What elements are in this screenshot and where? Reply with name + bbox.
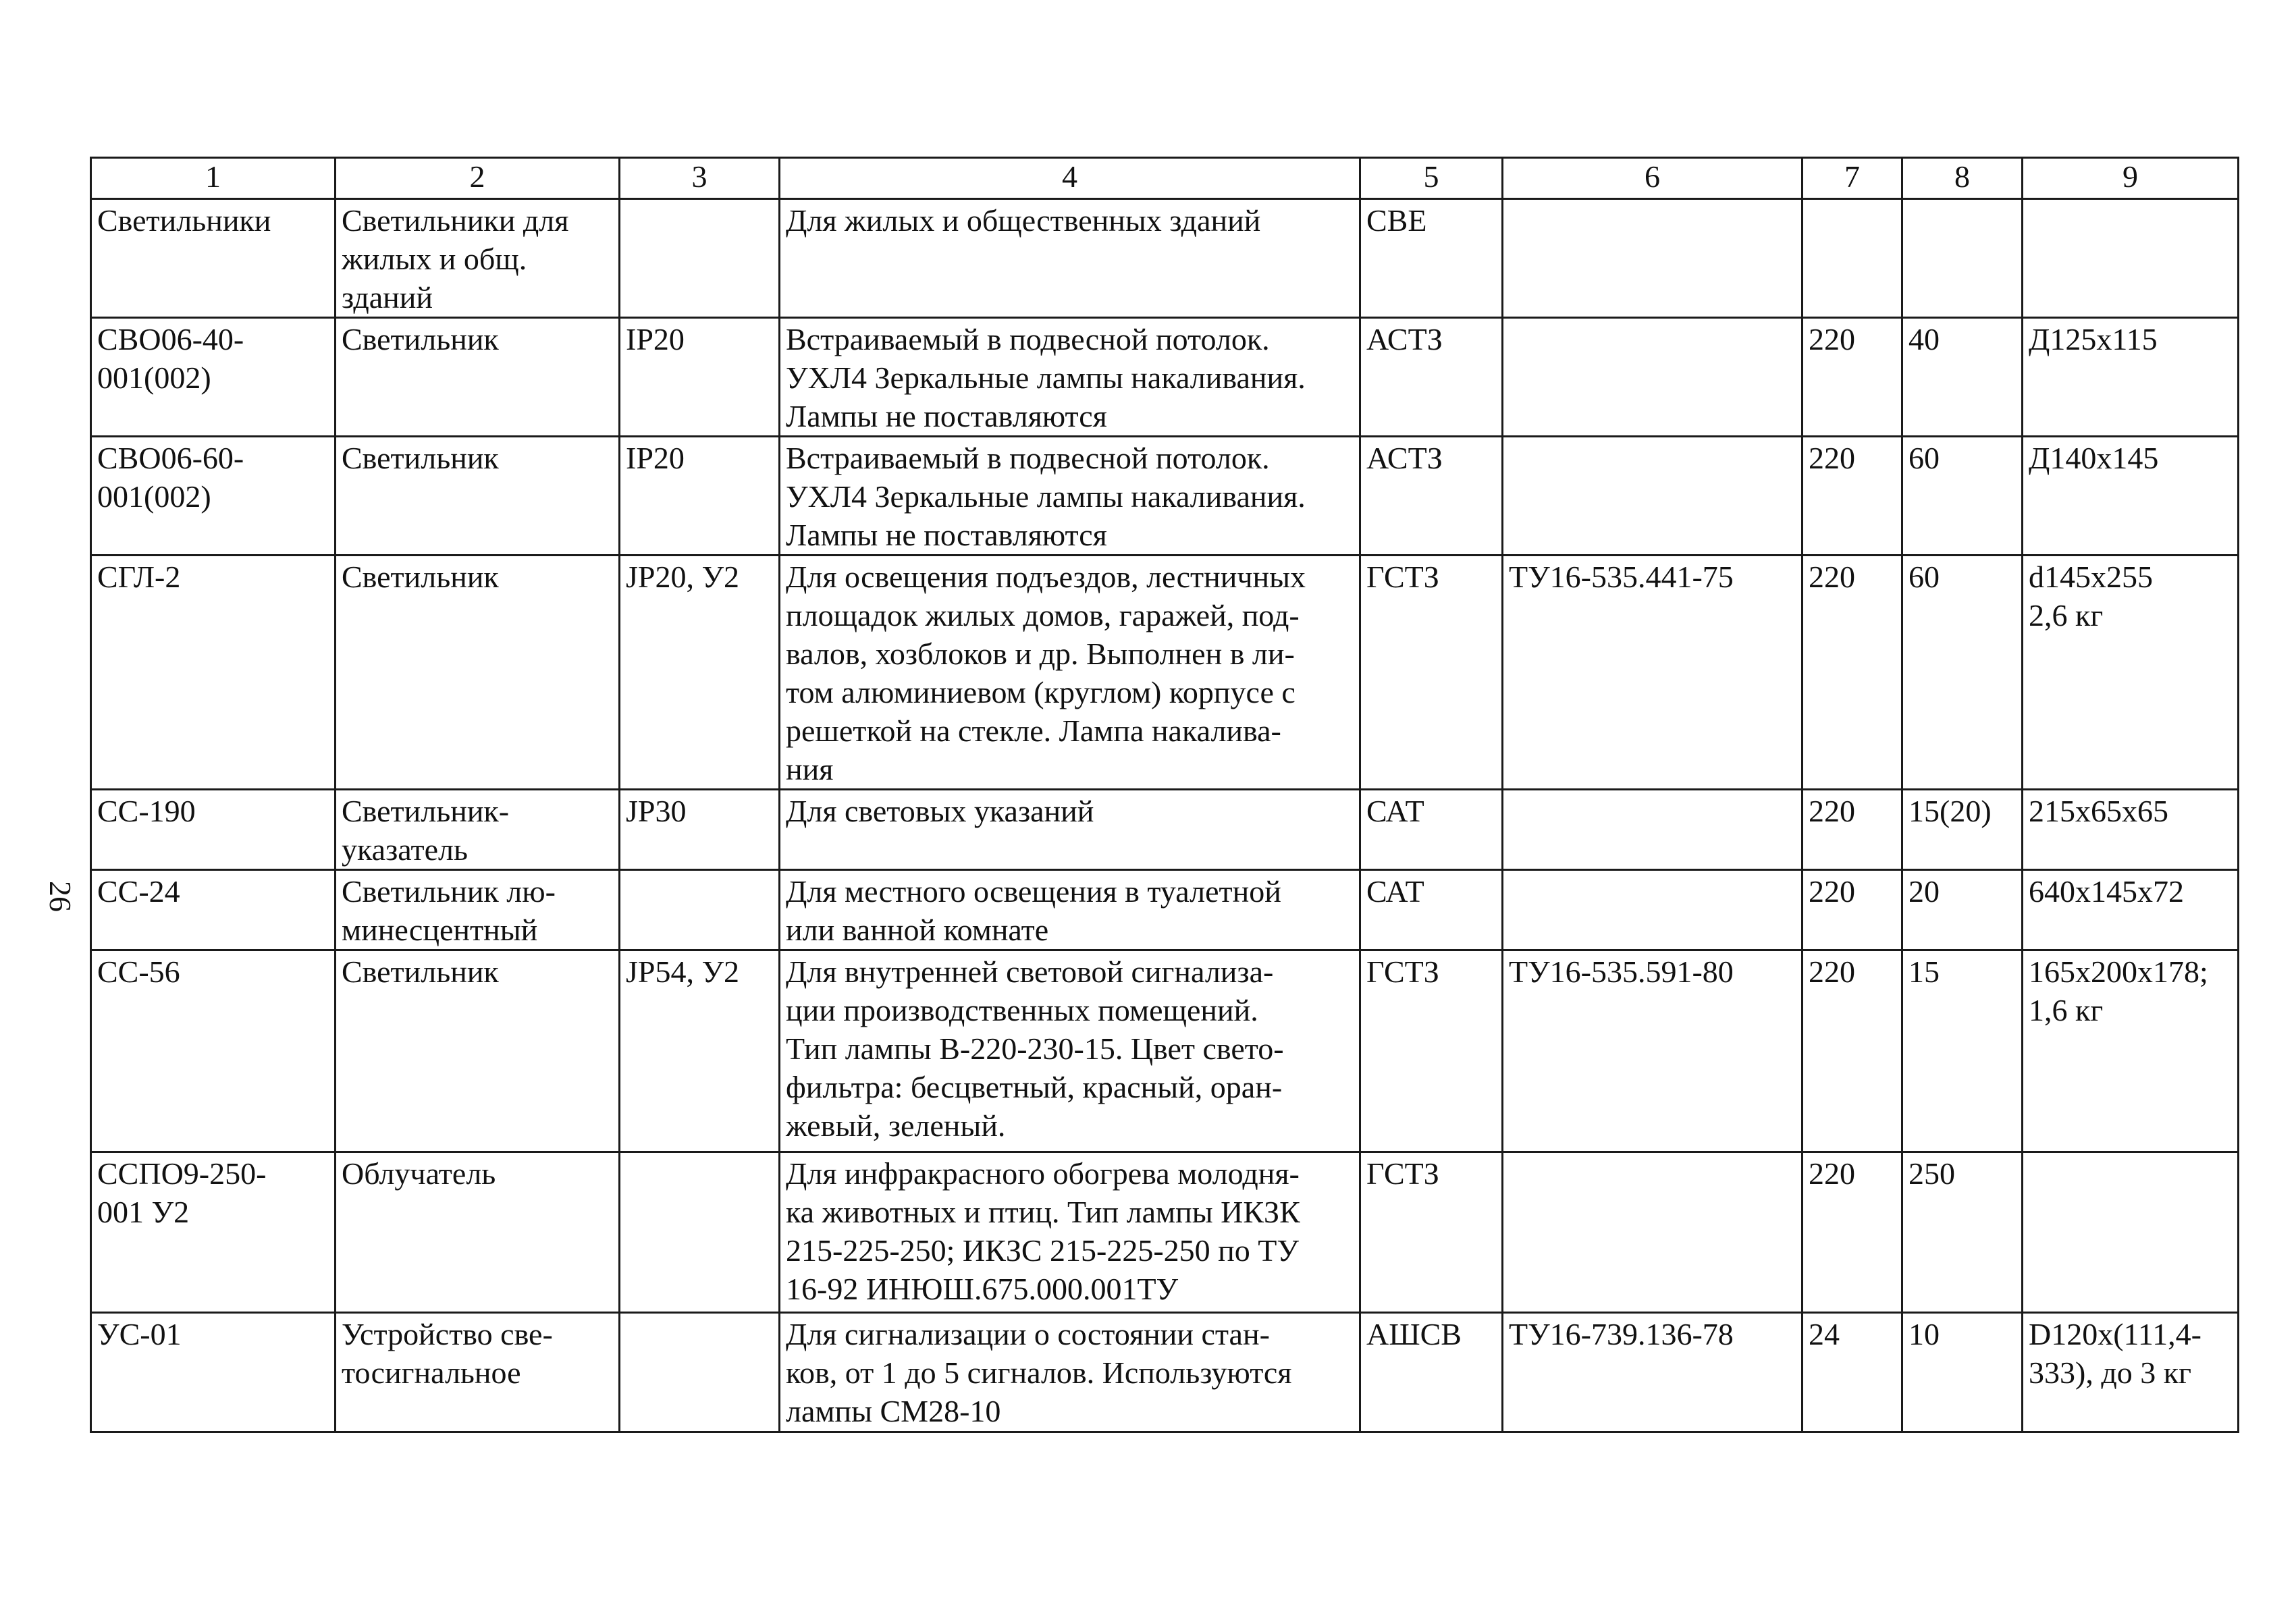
table-row — [91, 950, 2239, 1152]
name-cell: Светильники для жилых и общ. зданий — [336, 199, 620, 318]
voltage-cell: 220 — [1803, 318, 1902, 437]
designation-cell: СС-24 — [91, 870, 336, 950]
protection-cell — [620, 199, 780, 318]
header-cell: 3 — [620, 158, 780, 199]
spec-cell — [1503, 1152, 1803, 1313]
name-cell: Светильник — [336, 950, 620, 1152]
dimensions-cell: 215х65х65 — [2023, 790, 2239, 870]
manufacturer-cell: ГСТЗ — [1360, 950, 1503, 1152]
power-cell: 250 — [1902, 1152, 2023, 1313]
name-cell: Светильник — [336, 437, 620, 556]
voltage-cell: 220 — [1803, 950, 1902, 1152]
page-number: 26 — [43, 881, 78, 912]
name-cell: Светильник — [336, 556, 620, 790]
manufacturer-cell: АШСВ — [1360, 1313, 1503, 1432]
voltage-cell: 220 — [1803, 790, 1902, 870]
voltage-cell: 220 — [1803, 556, 1902, 790]
description-cell: Для световых указаний — [780, 790, 1360, 870]
dimensions-cell: 640х145х72 — [2023, 870, 2239, 950]
manufacturer-cell: ГСТЗ — [1360, 1152, 1503, 1313]
description-cell: Для внутренней световой сигнализа- ции производственных помещений. Тип лампы В-220-230-15. Цвет свето- фильтра: бесцветный, красный, оран- жевый, зеленый. — [780, 950, 1360, 1152]
table-header-row — [91, 158, 2239, 199]
power-cell: 20 — [1902, 870, 2023, 950]
table-row — [91, 318, 2239, 437]
name-cell: Облучатель — [336, 1152, 620, 1313]
table-row — [91, 437, 2239, 556]
dimensions-cell: D120x(111,4- 333), до 3 кг — [2023, 1313, 2239, 1432]
dimensions-cell: d145x255 2,6 кг — [2023, 556, 2239, 790]
header-cell: 6 — [1503, 158, 1803, 199]
power-cell: 60 — [1902, 556, 2023, 790]
header-cell: 1 — [91, 158, 336, 199]
manufacturer-cell: САТ — [1360, 790, 1503, 870]
description-cell: Для сигнализации о состоянии стан- ков, от 1 до 5 сигналов. Используются лампы СМ28-10 — [780, 1313, 1360, 1432]
spec-cell: ТУ16-535.591-80 — [1503, 950, 1803, 1152]
dimensions-cell: Д140х145 — [2023, 437, 2239, 556]
description-cell: Для жилых и общественных зданий — [780, 199, 1360, 318]
name-cell: Устройство све- тосигнальное — [336, 1313, 620, 1432]
power-cell: 40 — [1902, 318, 2023, 437]
table-row — [91, 556, 2239, 790]
header-cell: 4 — [780, 158, 1360, 199]
table-row — [91, 1313, 2239, 1432]
designation-cell: СГЛ-2 — [91, 556, 336, 790]
designation-cell: УС-01 — [91, 1313, 336, 1432]
power-cell: 15 — [1902, 950, 2023, 1152]
designation-cell: СС-56 — [91, 950, 336, 1152]
description-cell: Встраиваемый в подвесной потолок. УХЛ4 Зеркальные лампы накаливания. Лампы не поставляются — [780, 437, 1360, 556]
designation-cell: Светильники — [91, 199, 336, 318]
manufacturer-cell: ГСТЗ — [1360, 556, 1503, 790]
dimensions-cell: 165х200х178; 1,6 кг — [2023, 950, 2239, 1152]
manufacturer-cell: АСТЗ — [1360, 318, 1503, 437]
spec-cell: ТУ16-739.136-78 — [1503, 1313, 1803, 1432]
description-cell: Для освещения подъездов, лестничных площадок жилых домов, гаражей, под- валов, хозблоков и др. Выполнен в ли- том алюминиевом (круглом) корпусе с решеткой на стекле. Лампа накалива- ния — [780, 556, 1360, 790]
equipment-table — [90, 157, 2237, 1433]
designation-cell: СВО06-60- 001(002) — [91, 437, 336, 556]
header-cell: 9 — [2023, 158, 2239, 199]
voltage-cell: 220 — [1803, 870, 1902, 950]
description-cell: Для инфракрасного обогрева молодня- ка животных и птиц. Тип лампы ИКЗК 215-225-250; ИКЗС 215-225-250 по ТУ 16-92 ИНЮШ.675.000.001ТУ — [780, 1152, 1360, 1313]
power-cell: 10 — [1902, 1313, 2023, 1432]
description-cell: Для местного освещения в туалетной или ванной комнате — [780, 870, 1360, 950]
name-cell: Светильник- указатель — [336, 790, 620, 870]
header-cell: 8 — [1902, 158, 2023, 199]
table-row — [91, 199, 2239, 318]
dimensions-cell — [2023, 199, 2239, 318]
spec-cell — [1503, 870, 1803, 950]
header-cell: 2 — [336, 158, 620, 199]
designation-cell: ССПО9-250- 001 У2 — [91, 1152, 336, 1313]
description-cell: Встраиваемый в подвесной потолок. УХЛ4 Зеркальные лампы накаливания. Лампы не поставляются — [780, 318, 1360, 437]
voltage-cell: 220 — [1803, 1152, 1902, 1313]
name-cell: Светильник — [336, 318, 620, 437]
name-cell: Светильник лю- минесцентный — [336, 870, 620, 950]
designation-cell: СВО06-40- 001(002) — [91, 318, 336, 437]
spec-cell — [1503, 199, 1803, 318]
manufacturer-cell: АСТЗ — [1360, 437, 1503, 556]
protection-cell: JP30 — [620, 790, 780, 870]
designation-cell: СС-190 — [91, 790, 336, 870]
power-cell: 60 — [1902, 437, 2023, 556]
table-row — [91, 790, 2239, 870]
voltage-cell — [1803, 199, 1902, 318]
header-cell: 5 — [1360, 158, 1503, 199]
protection-cell: JP20, У2 — [620, 556, 780, 790]
voltage-cell: 220 — [1803, 437, 1902, 556]
power-cell — [1902, 199, 2023, 318]
protection-cell — [620, 1313, 780, 1432]
protection-cell — [620, 870, 780, 950]
dimensions-cell: Д125х115 — [2023, 318, 2239, 437]
spec-cell: ТУ16-535.441-75 — [1503, 556, 1803, 790]
protection-cell: JP54, У2 — [620, 950, 780, 1152]
protection-cell — [620, 1152, 780, 1313]
dimensions-cell — [2023, 1152, 2239, 1313]
protection-cell: IP20 — [620, 318, 780, 437]
table-row — [91, 1152, 2239, 1313]
manufacturer-cell: СВЕ — [1360, 199, 1503, 318]
spec-cell — [1503, 318, 1803, 437]
header-cell: 7 — [1803, 158, 1902, 199]
power-cell: 15(20) — [1902, 790, 2023, 870]
protection-cell: IP20 — [620, 437, 780, 556]
voltage-cell: 24 — [1803, 1313, 1902, 1432]
spec-cell — [1503, 790, 1803, 870]
table-row — [91, 870, 2239, 950]
manufacturer-cell: САТ — [1360, 870, 1503, 950]
spec-cell — [1503, 437, 1803, 556]
